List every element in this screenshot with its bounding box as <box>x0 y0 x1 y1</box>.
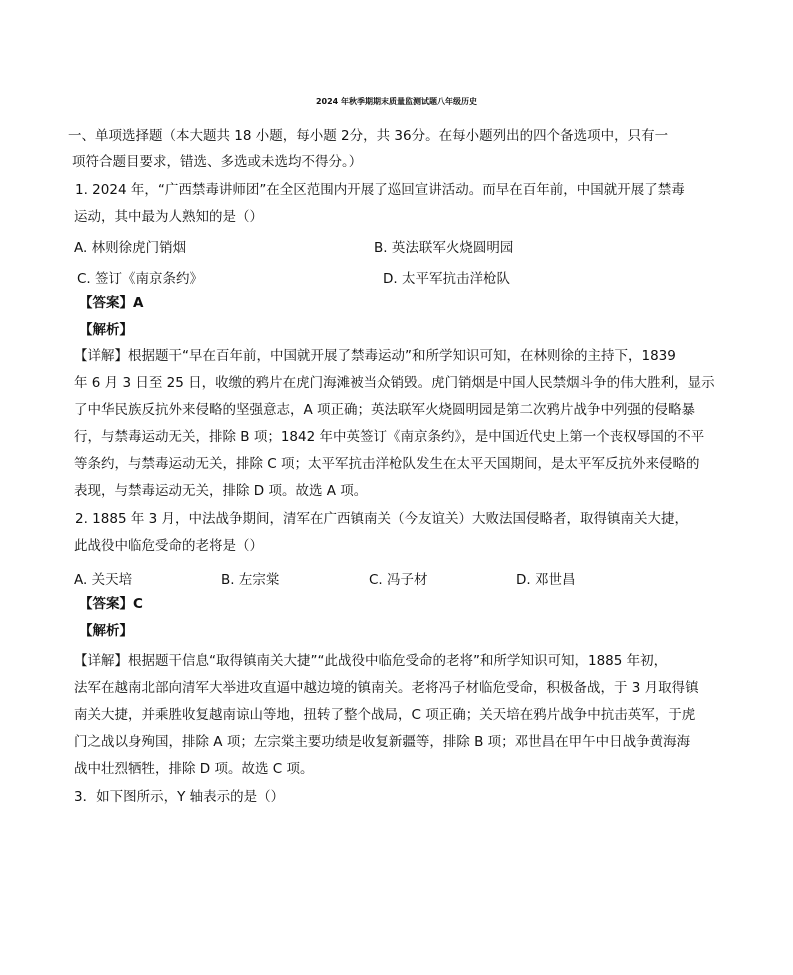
q2-answer: 【答案】C <box>79 596 143 612</box>
q1-option-d: D. 太平军抗击洋枪队 <box>383 271 510 287</box>
section-instructions-line1: 一、单项选择题（本大题共 18 小题，每小题 2分，共 36分。在每小题列出的四个备选项中，只有一 <box>68 128 669 144</box>
q2-option-a: A. 关天培 <box>74 572 133 588</box>
q1-option-b: B. 英法联军火烧圆明园 <box>374 240 514 256</box>
q1-option-c: C. 签订《南京条约》 <box>77 271 204 287</box>
q1-detail-line: 了中华民族反抗外来侵略的坚强意志，A 项正确；英法联军火烧圆明园是第二次鸦片战争中列强的侵略暴 <box>74 402 696 418</box>
page-title: 2024 年秋季期期末质量监测试题八年级历史 <box>315 97 478 106</box>
q1-answer: 【答案】A <box>79 295 144 311</box>
q2-stem-line2: 此战役中临危受命的老将是（） <box>74 538 263 554</box>
q1-detail-line: 【详解】根据题干“早在百年前，中国就开展了禁毒运动”和所学知识可知，在林则徐的主持下，1839 <box>74 348 676 364</box>
q2-option-c: C. 冯子材 <box>369 572 428 588</box>
q1-detail-line: 表现，与禁毒运动无关，排除 D 项。故选 A 项。 <box>74 483 368 499</box>
q1-stem-line1: 1. 2024 年，“广西禁毒讲师团”在全区范围内开展了巡回宣讲活动。而早在百年前，中国就开展了禁毒 <box>75 182 685 198</box>
q1-analysis-label: 【解析】 <box>79 322 133 338</box>
q2-detail-line: 【详解】根据题干信息“取得镇南关大捷”“此战役中临危受命的老将”和所学知识可知，1885 年初， <box>74 653 668 669</box>
q2-detail-line: 战中壮烈牺牲，排除 D 项。故选 C 项。 <box>74 761 314 777</box>
q3-stem: 3．如下图所示，Y 轴表示的是（） <box>74 789 285 805</box>
q2-analysis-label: 【解析】 <box>79 623 133 639</box>
q1-detail-line: 年 6 月 3 日至 25 日，收缴的鸦片在虎门海滩被当众销毁。虎门销烟是中国人民禁烟斗争的伟大胜利，显示 <box>74 375 715 391</box>
q1-detail-line: 行，与禁毒运动无关，排除 B 项；1842 年中英签订《南京条约》，是中国近代史上第一个丧权辱国的不平 <box>74 429 705 445</box>
q1-detail-line: 等条约，与禁毒运动无关，排除 C 项；太平军抗击洋枪队发生在太平天国期间，是太平军反抗外来侵略的 <box>74 456 700 472</box>
q2-detail-line: 南关大捷，并乘胜收复越南谅山等地，扭转了整个战局，C 项正确；关天培在鸦片战争中抗击英军，于虎 <box>74 707 696 723</box>
q2-stem-line1: 2. 1885 年 3 月，中法战争期间，清军在广西镇南关（今友谊关）大败法国侵略者，取得镇南关大捷， <box>75 511 688 527</box>
q1-option-a: A. 林则徐虎门销烟 <box>74 240 187 256</box>
q1-stem-line2: 运动，其中最为人熟知的是（） <box>74 209 263 225</box>
section-instructions-line2: 项符合题目要求，错选、多选或未选均不得分。） <box>72 154 363 170</box>
q2-detail-line: 法军在越南北部向清军大举进攻直逼中越边境的镇南关。老将冯子材临危受命，积极备战，于 3 月取得镇 <box>74 680 699 696</box>
q2-detail-line: 门之战以身殉国，排除 A 项；左宗棠主要功绩是收复新疆等，排除 B 项；邓世昌在甲午中日战争黄海海 <box>74 734 691 750</box>
q2-option-d: D. 邓世昌 <box>516 572 576 588</box>
q2-option-b: B. 左宗棠 <box>221 572 280 588</box>
